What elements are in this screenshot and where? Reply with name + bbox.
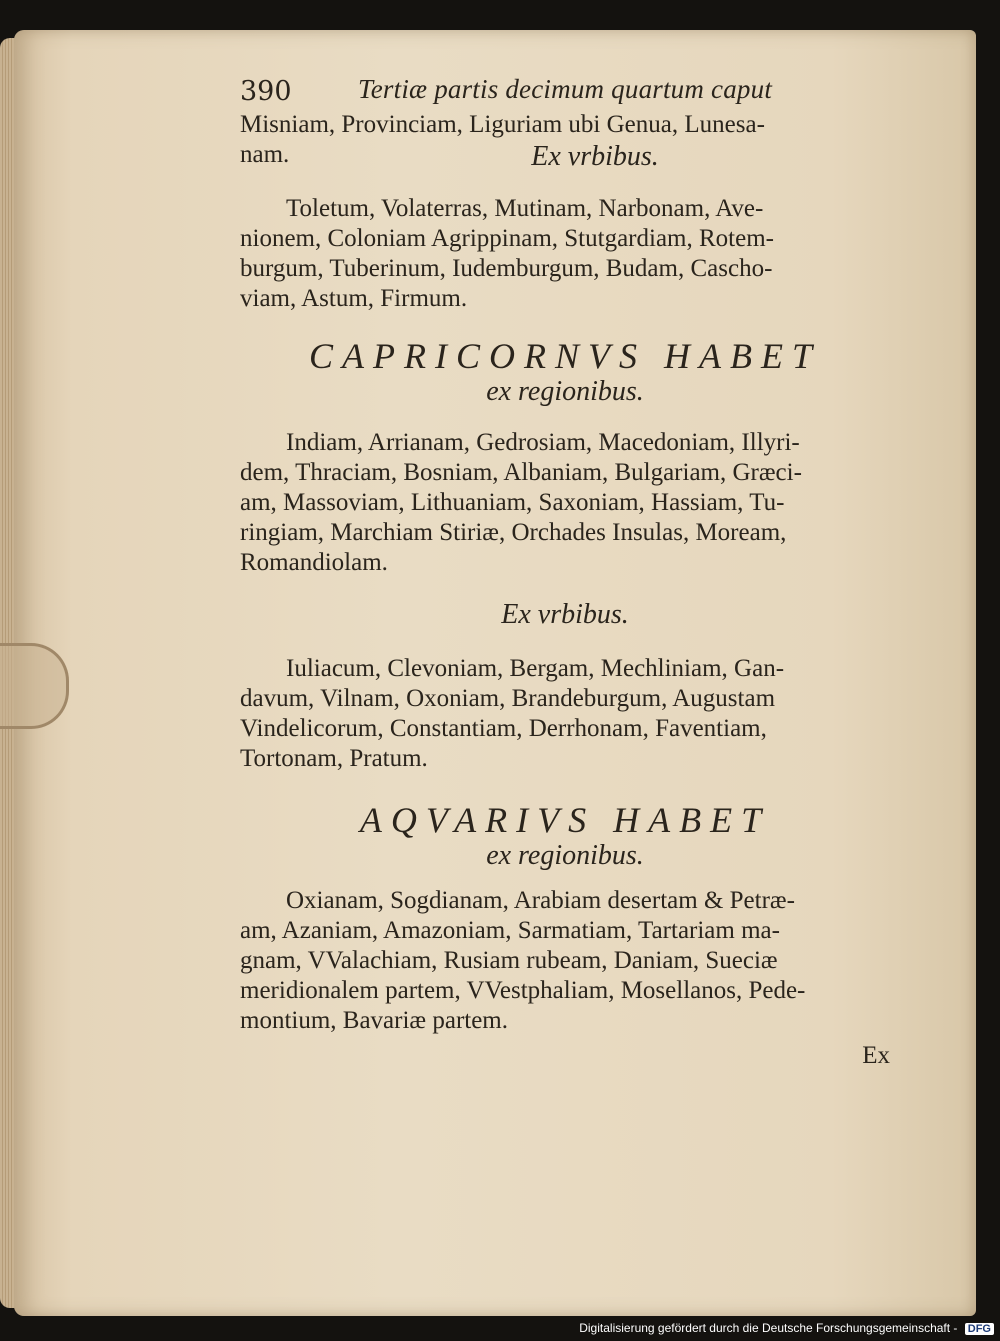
page-text (240, 74, 890, 1072)
text-line: nam. (240, 141, 290, 168)
text-line: gnam, VValachiam, Rusiam rubeam, Daniam, Sueciæ (240, 947, 778, 974)
text-line: Oxianam, Sogdianam, Arabiam desertam & Petræ- (286, 887, 795, 914)
text-line: am, Azaniam, Amazoniam, Sarmatiam, Tartariam ma- (240, 917, 780, 944)
text-line: Vindelicorum, Constantiam, Derrhonam, Faventiam, (240, 715, 767, 742)
section-paragraph (240, 428, 890, 578)
running-title: Tertiæ partis decimum quartum caput (358, 74, 773, 104)
sign-subheading: ex regionibus. (486, 840, 644, 871)
section-paragraph (240, 886, 890, 1036)
running-head (240, 74, 890, 110)
text-line: Misniam, Provinciam, Liguriam ubi Genua, Lunesa- (240, 111, 765, 138)
text-line: Indiam, Arrianam, Gedrosiam, Macedoniam, Illyri- (286, 429, 800, 456)
text-line: montium, Bavariæ partem. (240, 1007, 509, 1034)
page-number: 390 (240, 76, 292, 107)
text-line: dem, Thraciam, Bosniam, Albaniam, Bulgariam, Græci- (240, 459, 802, 486)
text-line: burgum, Tuberinum, Iudemburgum, Budam, Cascho- (240, 255, 773, 282)
section-paragraph (240, 194, 890, 314)
catchword: Ex (862, 1042, 890, 1069)
text-line: viam, Astum, Firmum. (240, 285, 468, 312)
text-line: nionem, Coloniam Agrippinam, Stutgardiam, Rotem- (240, 225, 774, 252)
section-heading: Ex vrbibus. (501, 599, 629, 630)
text-line: davum, Vilnam, Oxoniam, Brandeburgum, Augustam (240, 685, 776, 712)
footer-text: Digitalisierung gefördert durch die Deutsche Forschungsgemeinschaft - (579, 1321, 958, 1335)
text-line: Tortonam, Pratum. (240, 745, 428, 772)
text-line: am, Massoviam, Lithuaniam, Saxoniam, Hassiam, Tu- (240, 489, 785, 516)
text-line: Toletum, Volaterras, Mutinam, Narbonam, Ave- (286, 195, 764, 222)
text-line: ringiam, Marchiam Stiriæ, Orchades Insulas, Moream, (240, 519, 787, 546)
sign-subheading: ex regionibus. (486, 376, 644, 407)
section-paragraph (240, 654, 890, 774)
text-line: Iuliacum, Clevoniam, Bergam, Mechliniam, Gan- (286, 655, 785, 682)
digitization-footer (579, 1321, 994, 1335)
sign-heading-aquarius: AQVARIVS HABET (359, 800, 771, 840)
dfg-logo: DFG (965, 1323, 994, 1335)
text-line: Romandiolam. (240, 549, 388, 576)
sign-heading-capricornus: CAPRICORNVS HABET (309, 336, 821, 376)
text-line: meridionalem partem, VVestphaliam, Mosellanos, Pede- (240, 977, 806, 1004)
section-heading: Ex vrbibus. (531, 141, 659, 172)
page-clip (0, 643, 69, 729)
